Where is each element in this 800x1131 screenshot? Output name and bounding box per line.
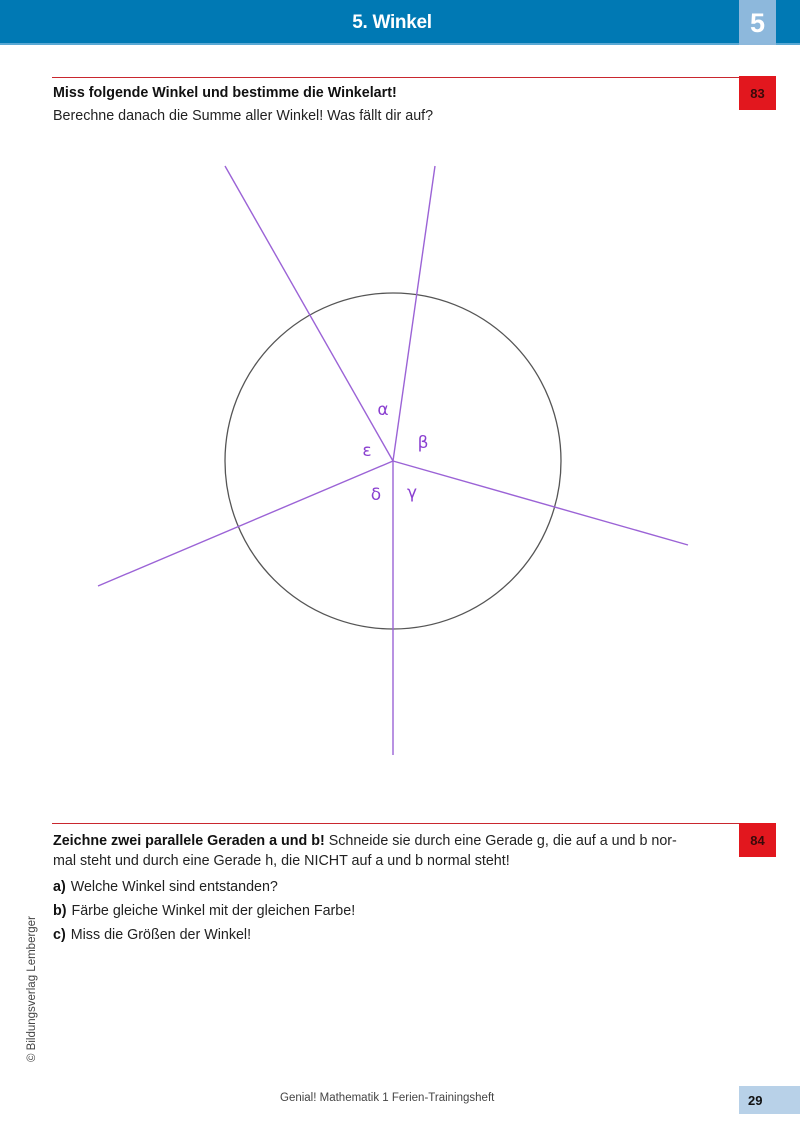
copyright-notice: © Bildungsverlag Lemberger [26, 916, 38, 1062]
task-84-item-b: b) Färbe gleiche Winkel mit der gleichen Farbe! [53, 903, 356, 919]
angle-label-delta: δ [370, 485, 382, 505]
task-84-item-c: c) Miss die Größen der Winkel! [53, 927, 252, 943]
chapter-title: 5. Winkel [352, 12, 432, 33]
task-83-title: Miss folgende Winkel und bestimme die Winkelart! [53, 85, 397, 101]
angle-label-beta: β [417, 433, 429, 453]
task-83-divider [52, 77, 739, 78]
book-title: Genial! Mathematik 1 Ferien-Trainingsheft [280, 1092, 495, 1104]
ray-left [98, 461, 393, 586]
task-84-badge: 84 [739, 823, 776, 857]
angle-label-alpha: α [377, 400, 389, 420]
ray-right [393, 461, 688, 545]
task-84-title: Zeichne zwei parallele Geraden a und b! [53, 833, 325, 849]
task-84-text-line1: Zeichne zwei parallele Geraden a und b! Schneide sie durch eine Gerade g, die auf a und b nor- [53, 833, 677, 849]
task-83-badge: 83 [739, 76, 776, 110]
page-number: 29 [739, 1086, 800, 1114]
angle-label-gamma: γ [406, 483, 418, 503]
task-84-text-line2: mal steht und durch eine Gerade h, die NICHT auf a und b normal steht! [53, 853, 510, 869]
angle-label-epsilon: ε [362, 441, 372, 461]
task-84-item-a: a) Welche Winkel sind entstanden? [53, 879, 278, 895]
ray-upper-left [225, 166, 393, 461]
angle-figure [0, 130, 800, 790]
chapter-header [0, 0, 800, 45]
chapter-number-box: 5 [739, 0, 776, 45]
task-84-divider [52, 823, 739, 824]
task-83-instruction: Berechne danach die Summe aller Winkel! Was fällt dir auf? [53, 108, 434, 124]
ray-upper-right [393, 166, 435, 461]
